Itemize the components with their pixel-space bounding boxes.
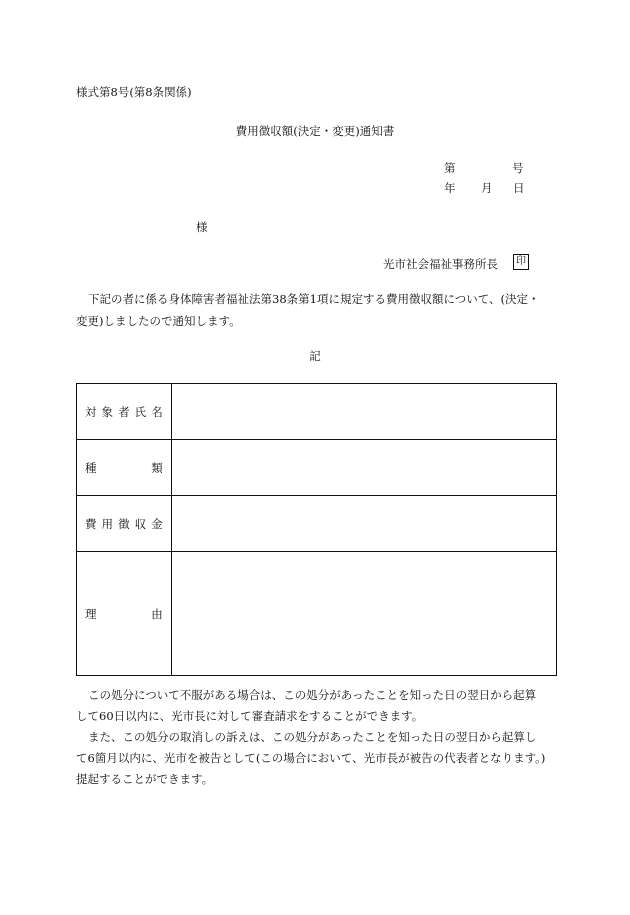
form-number-label: 様式第8号(第8条関係) (76, 85, 192, 99)
appeal-note-line-1: この処分について不服がある場合は、この処分があったことを知った日の翌日から起算 (88, 688, 537, 702)
table-row (77, 384, 557, 440)
row-value-reason[interactable] (171, 552, 556, 676)
row-value-type[interactable] (171, 440, 556, 496)
issuer-office: 光市社会福祉事務所長 (383, 257, 498, 271)
table-row (77, 440, 557, 496)
table-row (77, 496, 557, 552)
intro-line-1: 下記の者に係る身体障害者福祉法第38条第1項に規定する費用徴収額について、(決定・ (88, 292, 540, 306)
date-year-label: 年 (444, 181, 456, 195)
document-number-prefix: 第 (444, 161, 456, 175)
ki-heading: 記 (309, 349, 321, 363)
lawsuit-note-line-3: 提起することができます。 (76, 772, 214, 786)
intro-line-2: 変更)しましたので通知します。 (76, 314, 241, 328)
recipient-honorific: 様 (196, 220, 208, 234)
lawsuit-note-line-2: て6箇月以内に、光市を被告として(この場合において、光市長が被告の代表者となります。) (76, 751, 546, 765)
date-day-label: 日 (513, 181, 525, 195)
document-number-suffix: 号 (512, 161, 524, 175)
document-title: 費用徴収額(決定・変更)通知書 (235, 124, 395, 138)
row-label-type: 種類 (77, 440, 172, 496)
row-label-reason: 理由 (77, 552, 172, 676)
row-value-fee[interactable] (171, 496, 556, 552)
seal-stamp-icon: 印 (513, 254, 529, 270)
date-month-label: 月 (481, 181, 493, 195)
row-label-fee: 費用徴収金 (77, 496, 172, 552)
appeal-note-line-2: して60日以内に、光市長に対して審査請求をすることができます。 (76, 709, 424, 723)
table-row (77, 552, 557, 676)
row-label-name: 対象者氏名 (77, 384, 172, 440)
record-table (76, 383, 557, 676)
row-value-name[interactable] (171, 384, 556, 440)
lawsuit-note-line-1: また、この処分の取消しの訴えは、この処分があったことを知った日の翌日から起算し (88, 730, 537, 744)
